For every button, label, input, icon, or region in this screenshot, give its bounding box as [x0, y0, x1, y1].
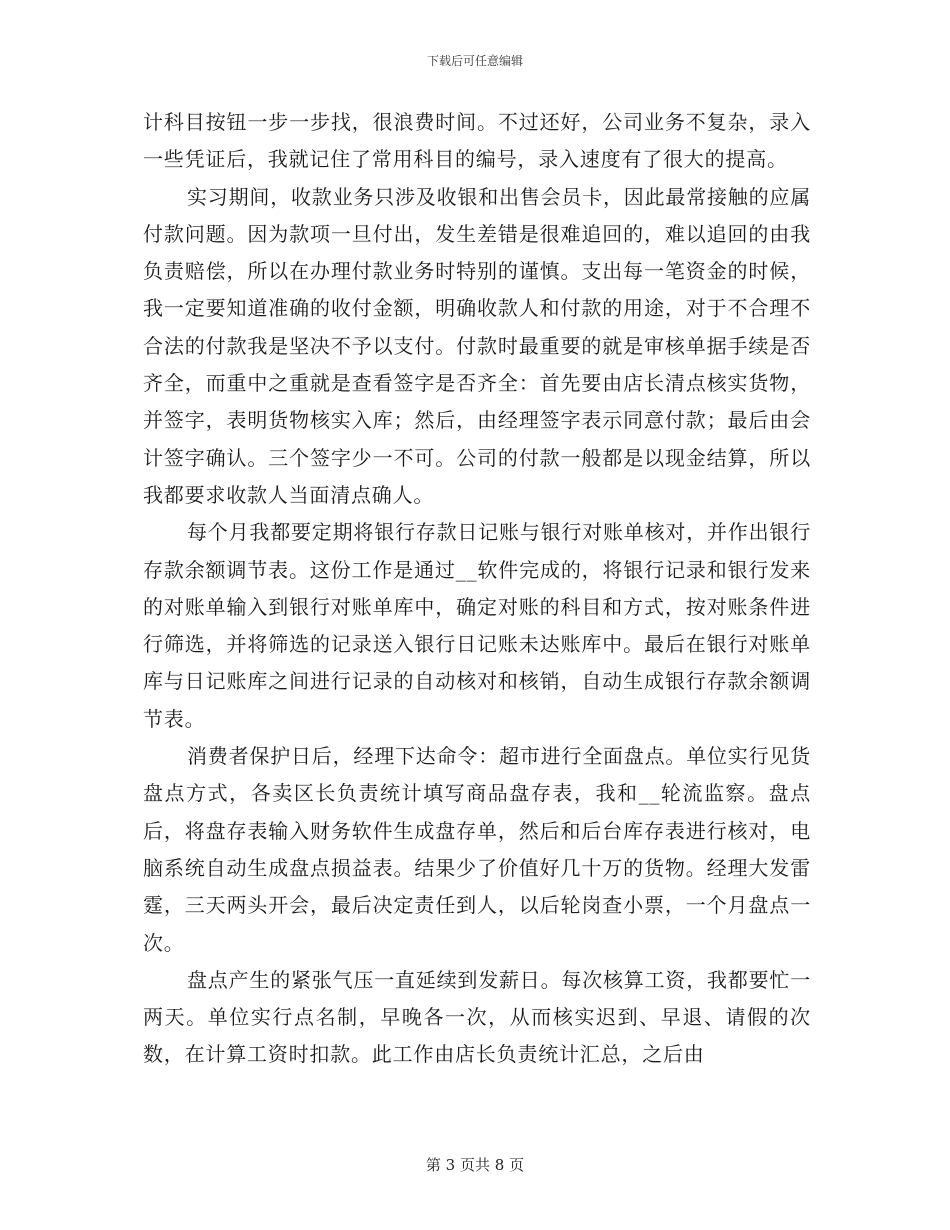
page-footer: 第 3 页共 8 页: [425, 1156, 525, 1174]
document-body: [143, 104, 811, 1074]
paragraph-inventory-count: 消费者保护日后，经理下达命令：超市进行全面盘点。单位实行见货盘点方式，各卖区长负责统计填写商品盘存表，我和__轮流监察。盘点后，将盘存表输入财务软件生成盘存单，然后和后台库存表进行核对，电脑系统自动生成盘点损益表。结果少了价值好几十万的货物。经理大发雷霆，三天两头开会，最后决定责任到人，以后轮岗查小票，一个月盘点一次。: [143, 744, 811, 955]
paragraph-payment-process: 实习期间，收款业务只涉及收银和出售会员卡，因此最常接触的应属付款问题。因为款项一旦付出，发生差错是很难追回的，难以追回的由我负责赔偿，所以在办理付款业务时特别的谨慎。支出每一笔资金的时候，我一定要知道准确的收付金额，明确收款人和付款的用途，对于不合理不合法的付款我是坚决不予以支付。付款时最重要的就是审核单据手续是否齐全，而重中之重就是查看签字是否齐全：首先要由店长清点核实货物，并签字，表明货物核实入库；然后，由经理签字表示同意付款；最后由会计签字确认。三个签字少一不可。公司的付款一般都是以现金结算，所以我都要求收款人当面清点确人。: [143, 184, 811, 507]
paragraph-bank-reconciliation: 每个月我都要定期将银行存款日记账与银行对账单核对，并作出银行存款余额调节表。这份工作是通过__软件完成的，将银行记录和银行发来的对账单输入到银行对账单库中，确定对账的科目和方式，按对账条件进行筛选，并将筛选的记录送入银行日记账未达账库中。最后在银行对账单库与日记账库之间进行记录的自动核对和核销，自动生成银行存款余额调节表。: [143, 520, 811, 731]
page-header: 下载后可任意编辑: [426, 54, 523, 68]
paragraph-continuation: 计科目按钮一步一步找，很浪费时间。不过还好，公司业务不复杂，录入一些凭证后，我就记住了常用科目的编号，录入速度有了很大的提高。: [143, 110, 811, 172]
paragraph-payroll: 盘点产生的紧张气压一直延续到发薪日。每次核算工资，我都要忙一两天。单位实行点名制，早晚各一次，从而核实迟到、早退、请假的次数，在计算工资时扣款。此工作由店长负责统计汇总，之后由: [143, 967, 811, 1067]
